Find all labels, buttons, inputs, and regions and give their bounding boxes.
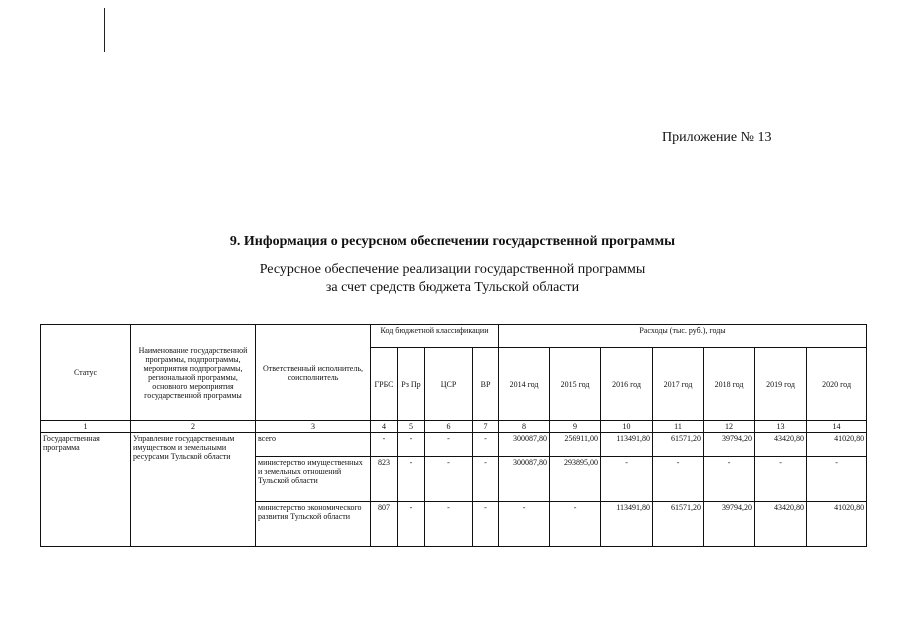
header-year: 2017 год bbox=[653, 348, 704, 421]
vr-cell: - bbox=[473, 433, 499, 457]
program-name-cell: Управление государственным имуществом и земельными ресурсами Тульской области bbox=[131, 433, 256, 547]
column-number: 8 bbox=[499, 421, 550, 433]
header-year: 2014 год bbox=[499, 348, 550, 421]
value-cell: 39794,20 bbox=[704, 433, 755, 457]
grbs-cell: - bbox=[371, 433, 398, 457]
grbs-cell: 823 bbox=[371, 457, 398, 502]
resource-table bbox=[40, 324, 867, 547]
header-year: 2018 год bbox=[704, 348, 755, 421]
csr-cell: - bbox=[425, 457, 473, 502]
column-number: 14 bbox=[807, 421, 867, 433]
rzpr-cell: - bbox=[398, 502, 425, 547]
header-name: Наименование государственной программы, подпрограммы, мероприятия подпрограммы, региональной программы, основного мероприятия государственной программы bbox=[131, 325, 256, 421]
value-cell: - bbox=[499, 502, 550, 547]
vr-cell: - bbox=[473, 502, 499, 547]
column-number: 2 bbox=[131, 421, 256, 433]
value-cell: 113491,80 bbox=[601, 502, 653, 547]
header-status: Статус bbox=[41, 325, 131, 421]
value-cell: 43420,80 bbox=[755, 502, 807, 547]
value-cell: 113491,80 bbox=[601, 433, 653, 457]
section-heading: 9. Информация о ресурсном обеспечении государственной программы bbox=[229, 234, 676, 249]
column-number: 6 bbox=[425, 421, 473, 433]
header-grbs: ГРБС bbox=[371, 348, 398, 421]
executor-cell: министерство экономического развития Тульской области bbox=[256, 502, 371, 547]
status-cell: Государственная программа bbox=[41, 433, 131, 547]
column-number: 13 bbox=[755, 421, 807, 433]
header-year: 2016 год bbox=[601, 348, 653, 421]
column-number: 1 bbox=[41, 421, 131, 433]
header-year: 2019 год bbox=[755, 348, 807, 421]
value-cell: - bbox=[755, 457, 807, 502]
value-cell: - bbox=[807, 457, 867, 502]
header-year: 2015 год bbox=[550, 348, 601, 421]
column-number: 9 bbox=[550, 421, 601, 433]
column-number-row bbox=[41, 421, 867, 433]
rzpr-cell: - bbox=[398, 433, 425, 457]
value-cell: 61571,20 bbox=[653, 502, 704, 547]
executor-cell: министерство имущественных и земельных отношений Тульской области bbox=[256, 457, 371, 502]
value-cell: 41020,80 bbox=[807, 433, 867, 457]
value-cell: 256911,00 bbox=[550, 433, 601, 457]
header-year: 2020 год bbox=[807, 348, 867, 421]
value-cell: 300087,80 bbox=[499, 433, 550, 457]
rzpr-cell: - bbox=[398, 457, 425, 502]
value-cell: 293895,00 bbox=[550, 457, 601, 502]
value-cell: - bbox=[550, 502, 601, 547]
header-expenses: Расходы (тыс. руб.), годы bbox=[499, 325, 867, 348]
subheading-line-1: Ресурсное обеспечение реализации государственной программы bbox=[259, 262, 646, 277]
value-cell: - bbox=[601, 457, 653, 502]
section-subheading bbox=[0, 261, 905, 297]
subheading-line-2: за счет средств бюджета Тульской области bbox=[325, 280, 580, 295]
header-budget-code: Код бюджетной классификации bbox=[371, 325, 499, 348]
appendix-label: Приложение № 13 bbox=[662, 130, 772, 145]
vr-cell: - bbox=[473, 457, 499, 502]
header-vr: ВР bbox=[473, 348, 499, 421]
table-row bbox=[41, 433, 867, 457]
column-number: 11 bbox=[653, 421, 704, 433]
column-number: 4 bbox=[371, 421, 398, 433]
value-cell: - bbox=[704, 457, 755, 502]
csr-cell: - bbox=[425, 433, 473, 457]
value-cell: - bbox=[653, 457, 704, 502]
header-csr: ЦСР bbox=[425, 348, 473, 421]
grbs-cell: 807 bbox=[371, 502, 398, 547]
executor-cell: всего bbox=[256, 433, 371, 457]
csr-cell: - bbox=[425, 502, 473, 547]
value-cell: 43420,80 bbox=[755, 433, 807, 457]
column-number: 12 bbox=[704, 421, 755, 433]
column-number: 3 bbox=[256, 421, 371, 433]
value-cell: 300087,80 bbox=[499, 457, 550, 502]
value-cell: 39794,20 bbox=[704, 502, 755, 547]
value-cell: 41020,80 bbox=[807, 502, 867, 547]
column-number: 7 bbox=[473, 421, 499, 433]
margin-mark bbox=[104, 8, 105, 52]
column-number: 10 bbox=[601, 421, 653, 433]
value-cell: 61571,20 bbox=[653, 433, 704, 457]
column-number: 5 bbox=[398, 421, 425, 433]
header-rzpr: Рз Пр bbox=[398, 348, 425, 421]
header-executor: Ответственный исполнитель, соисполнитель bbox=[256, 325, 371, 421]
